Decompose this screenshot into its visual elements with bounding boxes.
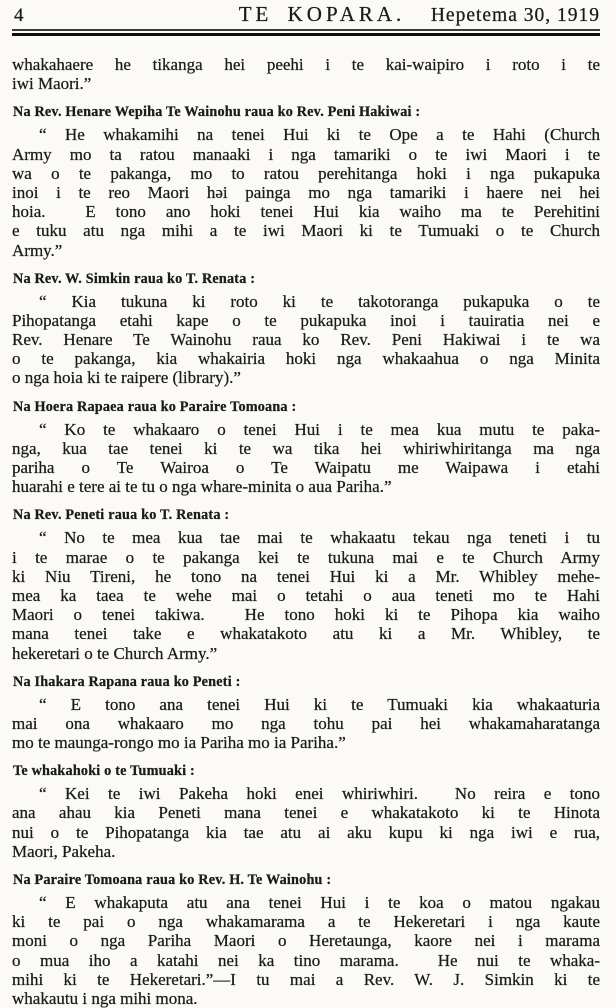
paragraph-line: nga, kua tae tenei ki te wa tika hei whiriwhiritanga ma nga [12, 438, 600, 458]
paragraph-line: whakautu i nga mihi mona. [12, 988, 198, 1008]
paragraph [12, 784, 600, 861]
header-double-rule [12, 29, 600, 36]
paragraph-line: hoia. E tono ano hoki tenei Hui kia waiho ma te Perehitini [12, 202, 600, 222]
paragraph-line: ana ahau kia Peneti mana tenei e whakatakoto ki te Hinota [12, 803, 600, 823]
paragraph-line: “ He whakamihi na tenei Hui ki te Ope a te Hahi (Church [39, 125, 600, 145]
paragraph-line: huarahi e tere ai te tu o nga whare-minita o aua Pariha.” [12, 477, 392, 497]
paragraph-line: o nga hoia ki te raipere (library).” [12, 368, 241, 388]
paragraph-line: e tuku atu nga mihi a te iwi Maori ki te Tumuaki o te Church [12, 221, 600, 241]
paragraph-line: “ E tono ana tenei Hui ki te Tumuaki kia whakaaturia [39, 694, 600, 714]
paragraph-line: Maori o tenei takiwa. He tono hoki ki te Pihopa kia waiho [12, 605, 600, 625]
paragraph-line: wa o te pakanga, mo to ratou perehitanga hoki i nga pukapuka [12, 163, 600, 183]
paragraph-line: “ Kia tukuna ki roto ki te takotoranga pukapuka o te [39, 291, 600, 311]
paragraph-line: whakahaere he tikanga hei peehi i te kai-waipiro i roto i te [12, 55, 600, 74]
paragraph-line: Rev. Henare Te Wainohu raua ko Rev. Peni Hakiwai i te wa [12, 330, 600, 350]
masthead-title: TE KOPARA. [238, 2, 406, 26]
paragraph [12, 55, 600, 93]
content [12, 36, 600, 1008]
paragraph-line: “ E whakaputa atu ana tenei Hui i te koa o matou ngakau [39, 893, 600, 912]
paragraph-line: o te pakanga, kia whakairia hoki nga whakaahua o nga Minita [12, 349, 600, 369]
paragraph [12, 528, 600, 662]
section-heading: Te whakahoki o te Tumuaki : [13, 763, 195, 780]
paragraph-line: i te marae o te pakanga kei te tukuna mai e te Church Army [12, 547, 600, 567]
paragraph-line: mea ka taea te wehe mai o tetahi o aua teneti mo te Hahi [12, 585, 600, 605]
paragraph-line: mo te maunga-rongo mo ia Pariha mo ia Pariha.” [12, 733, 346, 753]
paragraph-line: Maori, Pakeha. [12, 841, 116, 861]
paragraph-line: Pihopatanga etahi kape o te pukapuka inoi i tauiratia nei e [12, 310, 600, 330]
paragraph [12, 893, 600, 1008]
paragraph-line: Army.” [12, 240, 63, 260]
paragraph-line: Army mo ta ratou manaaki i nga tamariki o te iwi Maori i te [12, 144, 600, 164]
section-heading: Na Paraire Tomoana raua ko Rev. H. Te Wainohu : [13, 872, 332, 888]
section-heading: Na Rev. W. Simkin raua ko T. Renata : [13, 270, 256, 287]
section-heading: Na Rev. Henare Wepiha Te Wainohu raua ko Rev. Peni Hakiwai : [13, 104, 421, 121]
paragraph-line: pariha o Te Wairoa o Te Waipatu me Waipawa i etahi [12, 458, 600, 477]
paragraph-line: inoi i te reo Maori həi painga mo nga tamariki i haere nei hei [12, 182, 600, 202]
section-heading: Na Rev. Peneti raua ko T. Renata : [13, 507, 230, 524]
paragraph-line: mihi ki te Hekeretari.”—I tu mai a Rev. W. J. Simkin ki te [12, 969, 600, 989]
paragraph-line: nui o te Pihopatanga kia tae atu ai aku kupu ki nga iwi e rua, [12, 822, 600, 842]
paragraph-line: ki te pai o nga whakamarama a te Hekeretari i nga kaute [12, 912, 600, 932]
page-number: 4 [14, 5, 24, 26]
paragraph-line: mai ona whakaaro mo nga tohu pai hei whakamaharatanga [12, 713, 600, 733]
paragraph-line: hekeretari o te Church Army.” [12, 643, 218, 663]
paragraph [12, 420, 600, 497]
paragraph [12, 292, 600, 388]
section-heading: Na Ihakara Rapana raua ko Peneti : [13, 673, 241, 690]
paragraph-line: “ No te mea kua tae mai te whakaatu tekau nga teneti i tu [39, 528, 600, 548]
section-heading: Na Hoera Rapaea raua ko Paraire Tomoana : [13, 398, 297, 415]
paragraph-line: “ Kei te iwi Pakeha hoki enei whiriwhiri. No reira e tono [39, 784, 600, 804]
paragraph-line: ki Niu Tireni, he tono na tenei Hui ki a Mr. Whibley mehe- [12, 566, 600, 586]
paragraph [12, 125, 600, 259]
paragraph-line: iwi Maori.” [12, 74, 92, 94]
paragraph-line: mana tenei take e whakatakoto atu ki a Mr. Whibley, te [12, 624, 600, 644]
paragraph-line: moni o nga Pariha Maori o Heretaunga, kaore nei i marama [12, 931, 600, 951]
issue-date: Hepetema 30, 1919 [430, 5, 600, 26]
running-head [12, 0, 600, 28]
paragraph [12, 695, 600, 753]
paragraph-line: o mua iho a katahi nei ka tino marama. He nui te whaka- [12, 950, 600, 970]
paragraph-line: “ Ko te whakaaro o tenei Hui i te mea kua mutu te paka- [39, 419, 600, 439]
